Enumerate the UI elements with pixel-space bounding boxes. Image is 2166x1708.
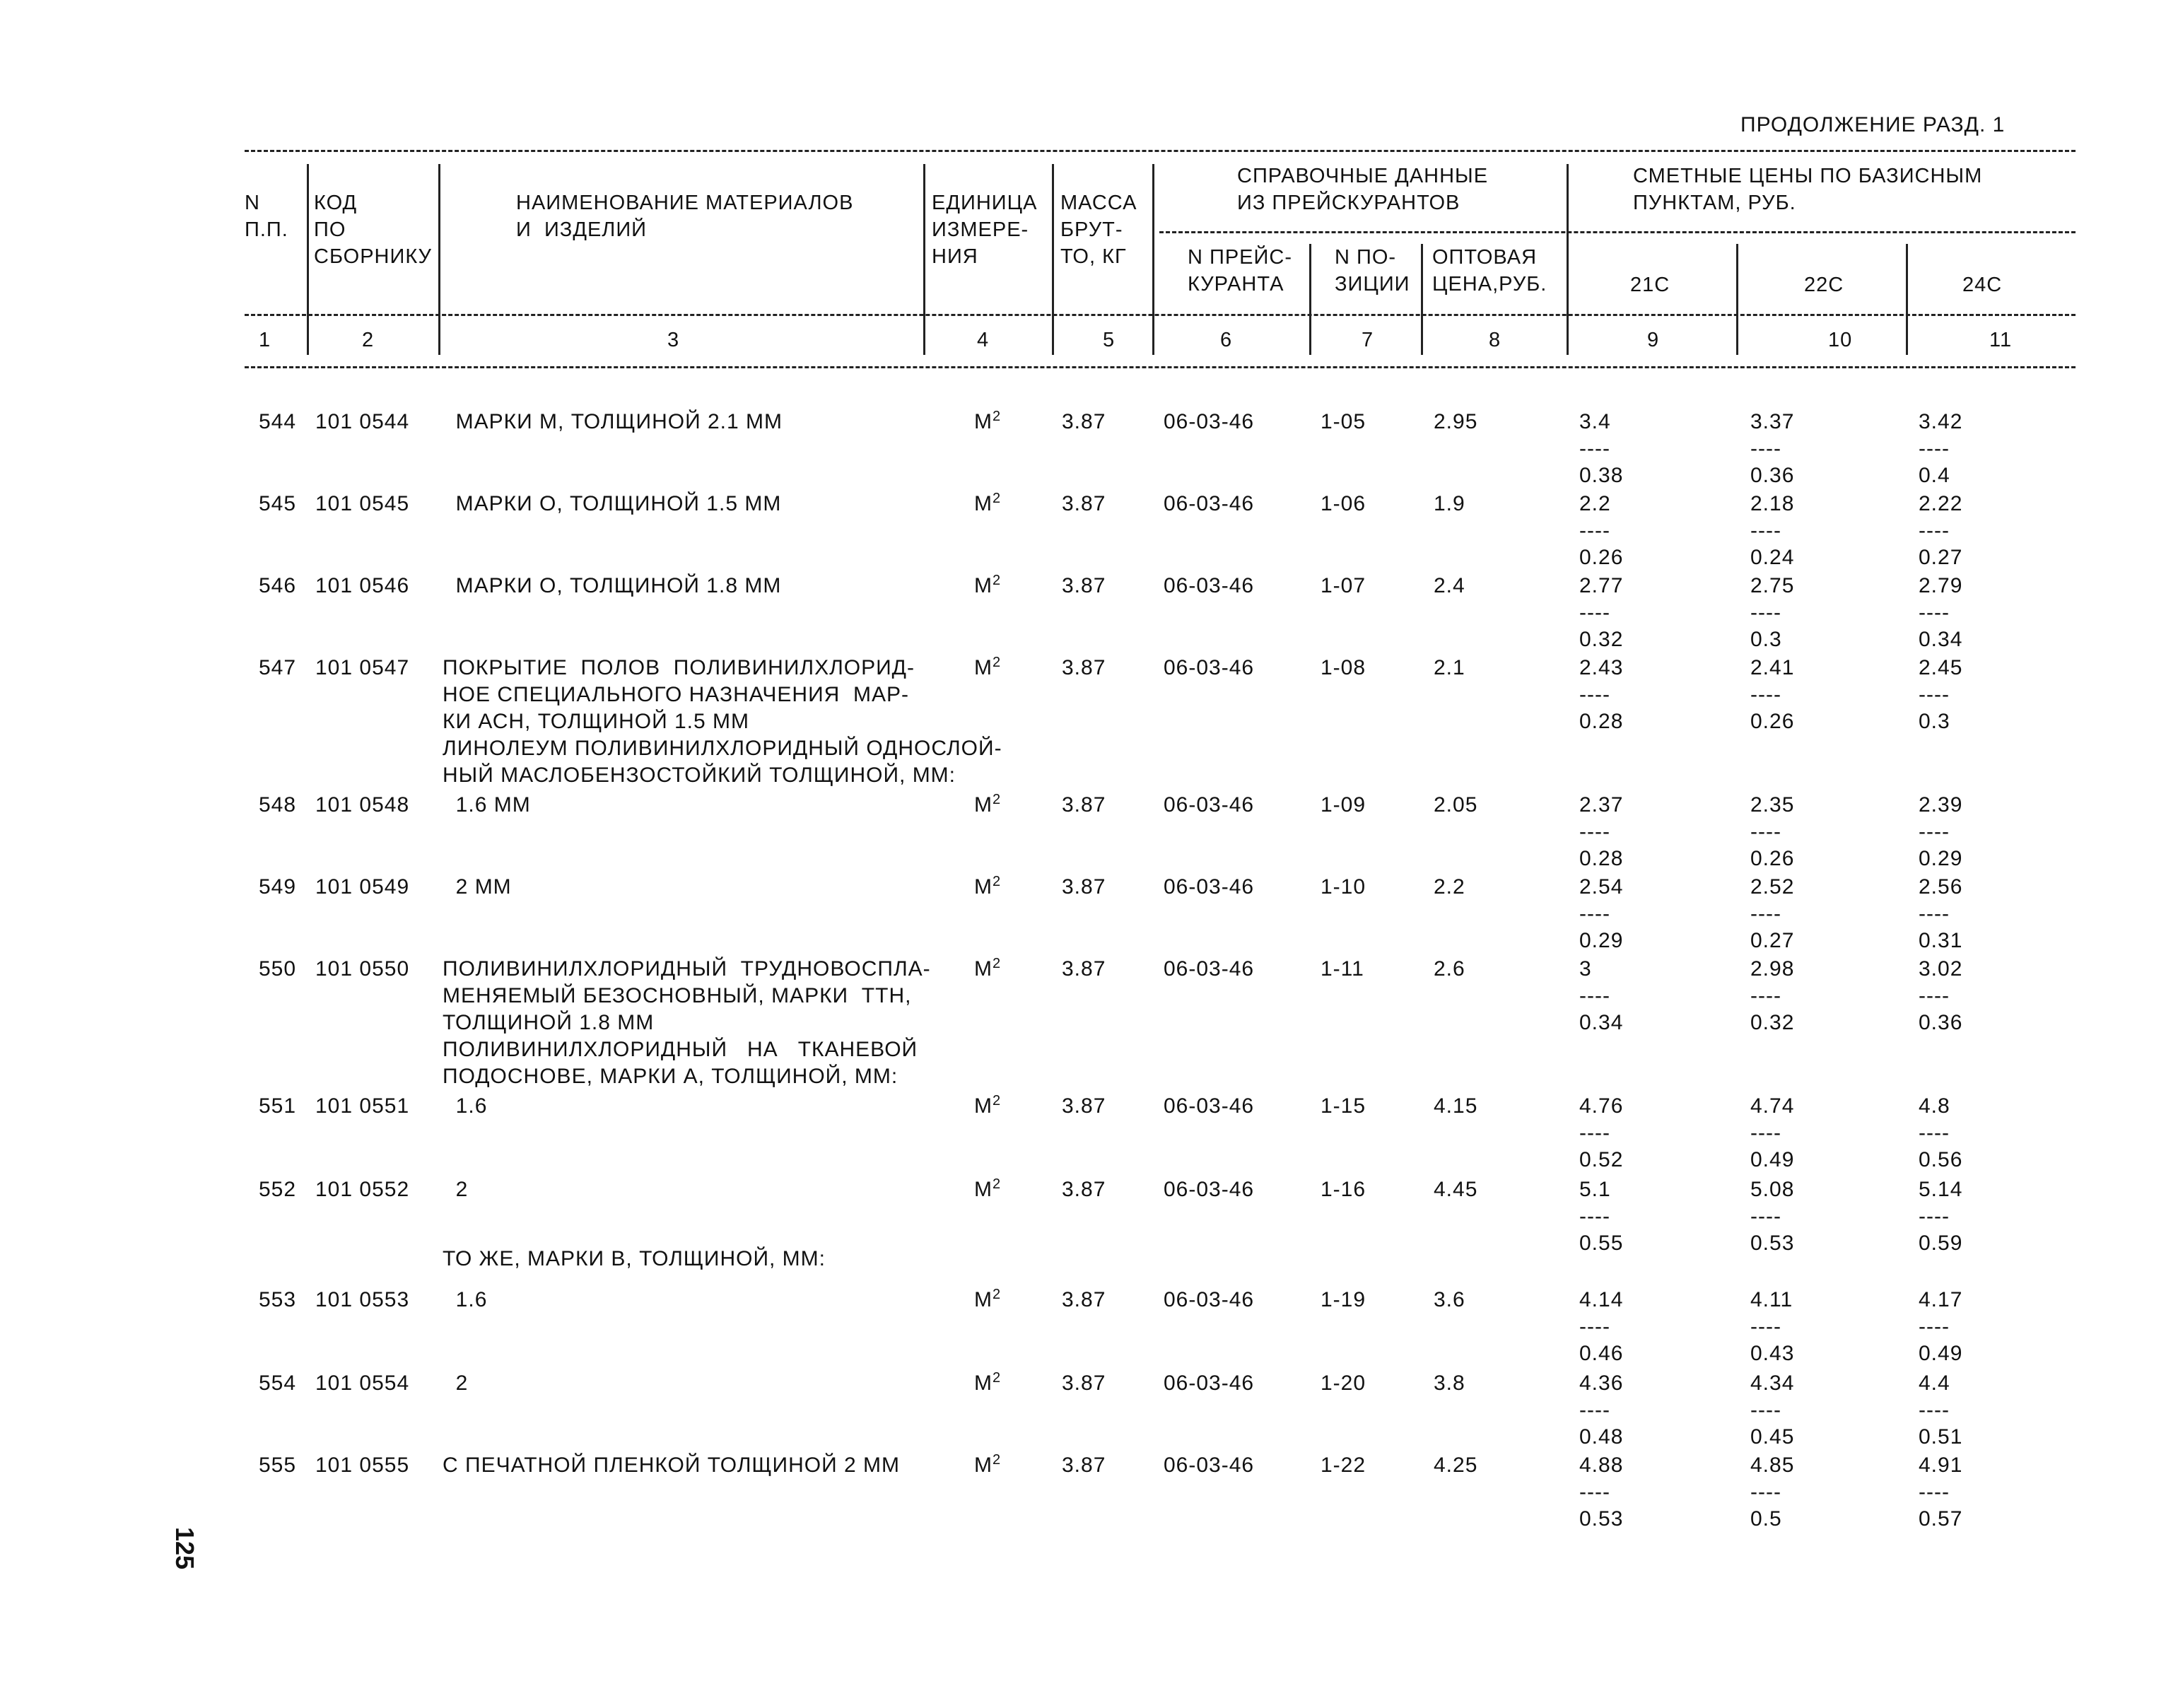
item-group-heading: ТО ЖЕ, МАРКИ В, ТОЛЩИНОЙ, ММ: (443, 1247, 826, 1270)
item-price-list: 06-03-46 (1164, 1288, 1255, 1311)
item-name: 1.6 ММ (443, 793, 531, 817)
item-wholesale-price: 2.6 (1434, 957, 1465, 981)
price-divider: ---- (1750, 902, 1781, 925)
price-divider: ---- (1750, 1398, 1781, 1422)
item-unit: $М^2$ (974, 1093, 1002, 1118)
item-unit: $М^2$ (974, 956, 1002, 981)
estimate-price-p22: 4.74 (1750, 1094, 1795, 1118)
price-divider: ---- (1750, 437, 1781, 460)
transport-cost-p22: 0.53 (1750, 1232, 1795, 1255)
item-wholesale-price: 3.6 (1434, 1288, 1465, 1311)
item-number: 551 (259, 1094, 297, 1118)
item-code: 101 0548 (315, 793, 410, 817)
transport-cost-p22: 0.43 (1750, 1342, 1795, 1365)
transport-cost-p21: 0.48 (1579, 1425, 1624, 1449)
transport-cost-p21: 0.34 (1579, 1011, 1624, 1034)
item-code: 101 0552 (315, 1178, 410, 1201)
estimate-price-p21: 4.36 (1579, 1371, 1624, 1395)
item-mass: 3.87 (1062, 793, 1106, 817)
transport-cost-p24: 0.29 (1919, 847, 1963, 870)
item-name: МАРКИ М, ТОЛЩИНОЙ 2.1 ММ (443, 410, 783, 433)
sep-9 (1736, 244, 1738, 355)
estimate-price-p24: 3.02 (1919, 957, 1963, 981)
item-name: ПОДОСНОВЕ, МАРКИ А, ТОЛЩИНОЙ, ММ: (443, 1065, 898, 1088)
price-divider: ---- (1919, 1121, 1950, 1145)
item-name: 1.6 (443, 1288, 488, 1311)
column-number: 9 (1647, 329, 1660, 351)
item-mass: 3.87 (1062, 656, 1106, 679)
transport-cost-p22: 0.27 (1750, 929, 1795, 952)
item-wholesale-price: 3.8 (1434, 1371, 1465, 1395)
header-col2: СБОРНИКУ (314, 245, 432, 268)
item-code: 101 0551 (315, 1094, 410, 1118)
item-code: 101 0555 (315, 1453, 410, 1477)
header-bottom-rule (245, 314, 2076, 316)
estimate-price-p21: 2.54 (1579, 875, 1624, 899)
transport-cost-p24: 0.31 (1919, 929, 1963, 952)
item-unit: $М^2$ (974, 573, 1002, 597)
estimate-price-p24: 2.45 (1919, 656, 1963, 679)
price-divider: ---- (1919, 820, 1950, 843)
item-price-list: 06-03-46 (1164, 793, 1255, 817)
sep-1 (307, 164, 309, 355)
transport-cost-p24: 0.59 (1919, 1232, 1963, 1255)
price-divider: ---- (1579, 984, 1610, 1007)
price-divider: ---- (1919, 437, 1950, 460)
item-number: 553 (259, 1288, 297, 1311)
column-number: 5 (1103, 329, 1116, 351)
item-position: 1-08 (1321, 656, 1366, 679)
header-col4: ИЗМЕРЕ- (932, 218, 1029, 241)
transport-cost-p21: 0.28 (1579, 710, 1624, 733)
price-divider: ---- (1579, 1205, 1610, 1228)
estimate-price-p24: 3.42 (1919, 410, 1963, 433)
item-name: МЕНЯЕМЫЙ БЕЗОСНОВНЫЙ, МАРКИ ТТН, (443, 984, 912, 1007)
continuation-label: ПРОДОЛЖЕНИЕ РАЗД. 1 (1740, 113, 2006, 136)
item-number: 552 (259, 1178, 297, 1201)
item-price-list: 06-03-46 (1164, 1453, 1255, 1477)
item-name: ПОЛИВИНИЛХЛОРИДНЫЙ ТРУДНОВОСПЛА- (443, 957, 931, 981)
transport-cost-p21: 0.55 (1579, 1232, 1624, 1255)
transport-cost-p21: 0.26 (1579, 546, 1624, 569)
sep-2 (438, 164, 440, 355)
item-code: 101 0554 (315, 1371, 410, 1395)
item-name: НЫЙ МАСЛОБЕНЗОСТОЙКИЙ ТОЛЩИНОЙ, ММ: (443, 764, 956, 787)
item-mass: 3.87 (1062, 875, 1106, 899)
item-mass: 3.87 (1062, 1371, 1106, 1395)
item-name: 2 ММ (443, 875, 512, 899)
item-wholesale-price: 2.4 (1434, 574, 1465, 597)
item-unit: $М^2$ (974, 1370, 1002, 1395)
estimate-price-p24: 4.8 (1919, 1094, 1950, 1118)
item-name: ЛИНОЛЕУМ ПОЛИВИНИЛХЛОРИДНЫЙ ОДНОСЛОЙ- (443, 737, 1002, 760)
price-divider: ---- (1750, 1480, 1781, 1504)
header-col1: П.П. (245, 218, 288, 241)
header-col3: И ИЗДЕЛИЙ (516, 218, 648, 241)
item-price-list: 06-03-46 (1164, 574, 1255, 597)
estimate-price-p24: 5.14 (1919, 1178, 1963, 1201)
item-unit: $М^2$ (974, 1176, 1002, 1201)
price-divider: ---- (1579, 1398, 1610, 1422)
header-col2: КОД (314, 192, 358, 214)
item-name: ПОКРЫТИЕ ПОЛОВ ПОЛИВИНИЛХЛОРИД- (443, 656, 915, 679)
price-divider: ---- (1750, 601, 1781, 624)
estimate-price-p22: 2.18 (1750, 492, 1795, 515)
item-position: 1-06 (1321, 492, 1366, 515)
transport-cost-p24: 0.27 (1919, 546, 1963, 569)
item-name: С ПЕЧАТНОЙ ПЛЕНКОЙ ТОЛЩИНОЙ 2 ММ (443, 1453, 900, 1477)
transport-cost-p21: 0.46 (1579, 1342, 1624, 1365)
item-price-list: 06-03-46 (1164, 875, 1255, 899)
sep-10 (1906, 244, 1908, 355)
item-wholesale-price: 4.15 (1434, 1094, 1478, 1118)
column-number: 8 (1489, 329, 1501, 351)
estimate-price-p22: 2.35 (1750, 793, 1795, 817)
item-mass: 3.87 (1062, 1094, 1106, 1118)
price-divider: ---- (1579, 1121, 1610, 1145)
price-divider: ---- (1750, 683, 1781, 706)
item-unit: $М^2$ (974, 792, 1002, 817)
header-col7: N ПО- (1335, 246, 1397, 269)
item-position: 1-07 (1321, 574, 1366, 597)
header-col5: БРУТ- (1060, 218, 1123, 241)
item-name: 2 (443, 1178, 469, 1201)
header-col5: МАССА (1060, 192, 1137, 214)
item-name: МАРКИ О, ТОЛЩИНОЙ 1.5 ММ (443, 492, 782, 515)
item-number: 546 (259, 574, 297, 597)
item-price-list: 06-03-46 (1164, 656, 1255, 679)
price-divider: ---- (1579, 902, 1610, 925)
item-price-list: 06-03-46 (1164, 492, 1255, 515)
transport-cost-p24: 0.34 (1919, 628, 1963, 651)
price-divider: ---- (1579, 1480, 1610, 1504)
item-number: 545 (259, 492, 297, 515)
item-name: 2 (443, 1371, 469, 1395)
item-mass: 3.87 (1062, 1288, 1106, 1311)
header-col5: ТО, КГ (1060, 245, 1127, 268)
column-number: 10 (1828, 329, 1853, 351)
item-position: 1-19 (1321, 1288, 1366, 1311)
item-unit: $М^2$ (974, 491, 1002, 515)
estimate-price-p21: 4.88 (1579, 1453, 1624, 1477)
header-col8: ЦЕНА,РУБ. (1432, 273, 1547, 296)
item-code: 101 0544 (315, 410, 410, 433)
estimate-price-p21: 3 (1579, 957, 1592, 981)
item-number: 555 (259, 1453, 297, 1477)
price-divider: ---- (1750, 984, 1781, 1007)
header-col4: НИЯ (932, 245, 978, 268)
item-mass: 3.87 (1062, 574, 1106, 597)
transport-cost-p24: 0.4 (1919, 464, 1950, 487)
price-divider: ---- (1750, 1205, 1781, 1228)
estimate-price-p21: 5.1 (1579, 1178, 1611, 1201)
column-number: 6 (1220, 329, 1233, 351)
item-code: 101 0545 (315, 492, 410, 515)
transport-cost-p24: 0.56 (1919, 1148, 1963, 1171)
estimate-price-p22: 2.75 (1750, 574, 1795, 597)
estimate-price-p22: 5.08 (1750, 1178, 1795, 1201)
item-price-list: 06-03-46 (1164, 957, 1255, 981)
item-mass: 3.87 (1062, 1453, 1106, 1477)
transport-cost-p22: 0.3 (1750, 628, 1782, 651)
item-code: 101 0553 (315, 1288, 410, 1311)
transport-cost-p22: 0.5 (1750, 1507, 1782, 1531)
price-divider: ---- (1919, 683, 1950, 706)
header-col2: ПО (314, 218, 346, 241)
item-price-list: 06-03-46 (1164, 410, 1255, 433)
estimate-price-p21: 2.77 (1579, 574, 1624, 597)
item-wholesale-price: 4.45 (1434, 1178, 1478, 1201)
estimate-price-p22: 4.34 (1750, 1371, 1795, 1395)
transport-cost-p21: 0.29 (1579, 929, 1624, 952)
column-number: 7 (1362, 329, 1374, 351)
transport-cost-p24: 0.57 (1919, 1507, 1963, 1531)
estimate-price-p21: 2.37 (1579, 793, 1624, 817)
price-divider: ---- (1919, 601, 1950, 624)
transport-cost-p24: 0.36 (1919, 1011, 1963, 1034)
transport-cost-p24: 0.3 (1919, 710, 1950, 733)
price-divider: ---- (1579, 601, 1610, 624)
item-name: КИ АСН, ТОЛЩИНОЙ 1.5 ММ (443, 710, 749, 733)
estimate-price-p21: 3.4 (1579, 410, 1611, 433)
item-name: ПОЛИВИНИЛХЛОРИДНЫЙ НА ТКАНЕВОЙ (443, 1038, 918, 1061)
header-col9: 21С (1630, 274, 1670, 296)
item-number: 549 (259, 875, 297, 899)
item-position: 1-20 (1321, 1371, 1366, 1395)
price-divider: ---- (1579, 437, 1610, 460)
transport-cost-p22: 0.32 (1750, 1011, 1795, 1034)
column-number: 11 (1989, 329, 2013, 351)
sep-3 (923, 164, 925, 355)
estimate-price-p24: 2.79 (1919, 574, 1963, 597)
transport-cost-p21: 0.32 (1579, 628, 1624, 651)
item-number: 554 (259, 1371, 297, 1395)
sep-5 (1152, 164, 1154, 355)
header-group-prices: СМЕТНЫЕ ЦЕНЫ ПО БАЗИСНЫМ (1633, 165, 1983, 187)
estimate-price-p22: 4.85 (1750, 1453, 1795, 1477)
price-divider: ---- (1919, 902, 1950, 925)
item-wholesale-price: 2.2 (1434, 875, 1465, 899)
transport-cost-p22: 0.26 (1750, 710, 1795, 733)
item-unit: $М^2$ (974, 1287, 1002, 1311)
estimate-price-p22: 2.41 (1750, 656, 1795, 679)
transport-cost-p22: 0.49 (1750, 1148, 1795, 1171)
estimate-price-p24: 4.17 (1919, 1288, 1963, 1311)
estimate-price-p22: 3.37 (1750, 410, 1795, 433)
header-col1: N (245, 192, 260, 214)
item-code: 101 0546 (315, 574, 410, 597)
item-wholesale-price: 4.25 (1434, 1453, 1478, 1477)
header-col7: ЗИЦИИ (1335, 273, 1410, 296)
sep-8 (1567, 164, 1569, 355)
item-number: 550 (259, 957, 297, 981)
item-name: МАРКИ О, ТОЛЩИНОЙ 1.8 ММ (443, 574, 782, 597)
item-name: 1.6 (443, 1094, 488, 1118)
item-wholesale-price: 1.9 (1434, 492, 1465, 515)
item-mass: 3.87 (1062, 492, 1106, 515)
estimate-price-p22: 2.52 (1750, 875, 1795, 899)
price-divider: ---- (1750, 820, 1781, 843)
sep-6 (1309, 244, 1311, 355)
transport-cost-p21: 0.52 (1579, 1148, 1624, 1171)
price-divider: ---- (1919, 1480, 1950, 1504)
transport-cost-p21: 0.28 (1579, 847, 1624, 870)
transport-cost-p22: 0.24 (1750, 546, 1795, 569)
item-number: 544 (259, 410, 297, 433)
price-divider: ---- (1919, 1205, 1950, 1228)
price-divider: ---- (1579, 1315, 1610, 1338)
item-price-list: 06-03-46 (1164, 1371, 1255, 1395)
header-col6: КУРАНТА (1188, 273, 1284, 296)
item-mass: 3.87 (1062, 1178, 1106, 1201)
header-col4: ЕДИНИЦА (932, 192, 1038, 214)
header-col6: N ПРЕЙС- (1188, 246, 1292, 269)
item-code: 101 0549 (315, 875, 410, 899)
item-code: 101 0547 (315, 656, 410, 679)
transport-cost-p21: 0.53 (1579, 1507, 1624, 1531)
price-divider: ---- (1919, 519, 1950, 542)
item-position: 1-09 (1321, 793, 1366, 817)
estimate-price-p21: 2.2 (1579, 492, 1611, 515)
item-position: 1-16 (1321, 1178, 1366, 1201)
sep-4 (1052, 164, 1054, 355)
item-mass: 3.87 (1062, 410, 1106, 433)
item-unit: $М^2$ (974, 409, 1002, 433)
header-group-ref: ИЗ ПРЕЙСКУРАНТОВ (1237, 192, 1460, 214)
item-position: 1-22 (1321, 1453, 1366, 1477)
header-group-ref: СПРАВОЧНЫЕ ДАННЫЕ (1237, 165, 1489, 187)
estimate-price-p24: 2.56 (1919, 875, 1963, 899)
header-top-rule (245, 150, 2076, 152)
header-inner-rule (1159, 231, 2076, 233)
transport-cost-p22: 0.36 (1750, 464, 1795, 487)
column-number: 4 (977, 329, 990, 351)
header-group-prices: ПУНКТАМ, РУБ. (1633, 192, 1796, 214)
item-price-list: 06-03-46 (1164, 1094, 1255, 1118)
header-col3: НАИМЕНОВАНИЕ МАТЕРИАЛОВ (516, 192, 854, 214)
estimate-price-p24: 4.91 (1919, 1453, 1963, 1477)
estimate-price-p24: 2.39 (1919, 793, 1963, 817)
estimate-price-p21: 4.14 (1579, 1288, 1624, 1311)
price-divider: ---- (1579, 820, 1610, 843)
item-wholesale-price: 2.05 (1434, 793, 1478, 817)
transport-cost-p21: 0.38 (1579, 464, 1624, 487)
page-number: 125 (170, 1527, 199, 1570)
item-number: 548 (259, 793, 297, 817)
item-name: НОЕ СПЕЦИАЛЬНОГО НАЗНАЧЕНИЯ МАР- (443, 683, 909, 706)
estimate-price-p24: 4.4 (1919, 1371, 1950, 1395)
price-divider: ---- (1579, 683, 1610, 706)
header-col11: 24С (1962, 274, 2003, 296)
price-divider: ---- (1750, 1121, 1781, 1145)
item-unit: $М^2$ (974, 655, 1002, 679)
price-divider: ---- (1919, 1398, 1950, 1422)
item-mass: 3.87 (1062, 957, 1106, 981)
transport-cost-p22: 0.45 (1750, 1425, 1795, 1449)
item-position: 1-11 (1321, 957, 1364, 981)
column-numbers-rule (245, 366, 2076, 368)
item-position: 1-10 (1321, 875, 1366, 899)
estimate-price-p21: 4.76 (1579, 1094, 1624, 1118)
column-number: 1 (259, 329, 271, 351)
estimate-price-p21: 2.43 (1579, 656, 1624, 679)
item-code: 101 0550 (315, 957, 410, 981)
price-divider: ---- (1919, 1315, 1950, 1338)
item-position: 1-15 (1321, 1094, 1366, 1118)
price-divider: ---- (1750, 1315, 1781, 1338)
column-number: 2 (362, 329, 375, 351)
header-col10: 22С (1804, 274, 1844, 296)
estimate-price-p24: 2.22 (1919, 492, 1963, 515)
estimate-price-p22: 4.11 (1750, 1288, 1793, 1311)
price-divider: ---- (1919, 984, 1950, 1007)
item-position: 1-05 (1321, 410, 1366, 433)
item-wholesale-price: 2.1 (1434, 656, 1465, 679)
item-name: ТОЛЩИНОЙ 1.8 ММ (443, 1011, 655, 1034)
transport-cost-p22: 0.26 (1750, 847, 1795, 870)
transport-cost-p24: 0.51 (1919, 1425, 1963, 1449)
price-divider: ---- (1750, 519, 1781, 542)
header-col8: ОПТОВАЯ (1432, 246, 1538, 269)
item-unit: $М^2$ (974, 874, 1002, 899)
column-number: 3 (667, 329, 680, 351)
item-price-list: 06-03-46 (1164, 1178, 1255, 1201)
transport-cost-p24: 0.49 (1919, 1342, 1963, 1365)
price-divider: ---- (1579, 519, 1610, 542)
item-wholesale-price: 2.95 (1434, 410, 1478, 433)
estimate-price-p22: 2.98 (1750, 957, 1795, 981)
sep-7 (1421, 244, 1423, 355)
item-unit: $М^2$ (974, 1452, 1002, 1477)
item-number: 547 (259, 656, 297, 679)
